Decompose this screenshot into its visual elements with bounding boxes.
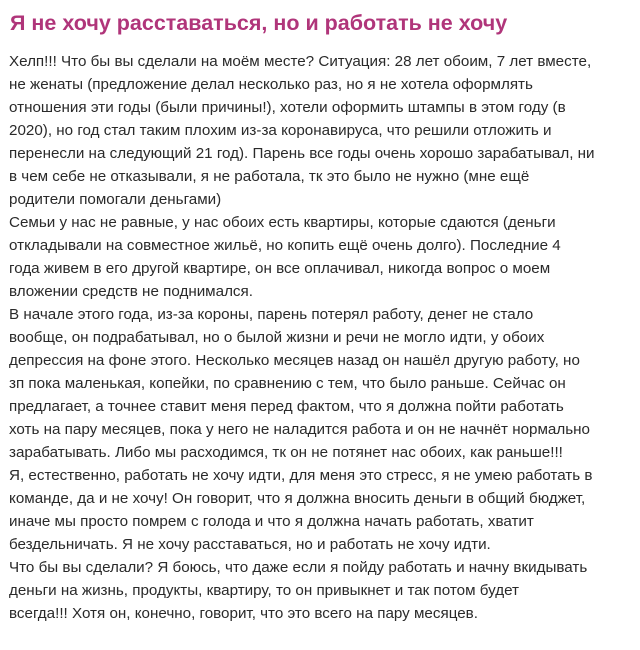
- post-body: [9, 50, 631, 625]
- post-body-line: депрессия на фоне этого. Несколько месяцев назад он нашёл другую работу, но: [9, 352, 580, 369]
- post-body-line: родители помогали деньгами): [9, 191, 222, 208]
- post-body-line: отношения эти годы (были причины!), хотели оформить штампы в этом году (в: [9, 99, 566, 116]
- post-body-line: В начале этого года, из-за короны, парень потерял работу, денег не стало: [9, 306, 534, 323]
- post-body-line: вложении средств не поднимался.: [9, 283, 253, 300]
- post-body-line: зарабатывать. Либо мы расходимся, тк он не потянет нас обоих, как раньше!!!: [9, 444, 563, 461]
- post-body-line: года живем в его другой квартире, он все оплачивал, никогда вопрос о моем: [9, 260, 551, 277]
- post-body-line: перенесли на следующий 21 год). Парень все годы очень хорошо зарабатывал, ни: [9, 145, 595, 162]
- post-body-line: предлагает, а точнее ставит меня перед фактом, что я должна пойти работать: [9, 398, 564, 415]
- post-body-line: Семьи у нас не равные, у нас обоих есть квартиры, которые сдаются (деньги: [9, 214, 556, 231]
- post-body-line: деньги на жизнь, продукты, квартиру, то он привыкнет и так потом будет: [9, 582, 519, 599]
- post-body-line: Хелп!!! Что бы вы сделали на моём месте? Ситуация: 28 лет обоим, 7 лет вместе,: [9, 53, 592, 70]
- post-body-line: откладывали на совместное жильё, но копить ещё очень долго). Последние 4: [9, 237, 561, 254]
- post-body-line: зп пока маленькая, копейки, по сравнению с тем, что было раньше. Сейчас он: [9, 375, 566, 392]
- post-body-line: Что бы вы сделали? Я боюсь, что даже если я пойду работать и начну вкидывать: [9, 559, 588, 576]
- post-body-line: Я, естественно, работать не хочу идти, для меня это стресс, я не умею работать в: [9, 467, 593, 484]
- post-title: Я не хочу расставаться, но и работать не хочу: [10, 11, 508, 35]
- post-body-line: вообще, он подрабатывал, но о былой жизни и речи не могло идти, у обоих: [9, 329, 545, 346]
- post-body-line: не женаты (предложение делал несколько раз, но я не хотела оформлять: [9, 76, 533, 93]
- post-body-line: в чем себе не отказывали, я не работала, тк это было не нужно (мне ещё: [9, 168, 530, 185]
- post-body-line: иначе мы просто помрем с голода и что я должна начать работать, хватит: [9, 513, 534, 530]
- post-body-line: хоть на пару месяцев, пока у него не наладится работа и он не начнёт нормально: [9, 421, 590, 438]
- post-body-line: всегда!!! Хотя он, конечно, говорит, что это всего на пару месяцев.: [9, 605, 478, 622]
- post-body-line: 2020), но год стал таким плохим из-за коронавируса, что решили отложить и: [9, 122, 552, 139]
- post-body-line: бездельничать. Я не хочу расставаться, но и работать не хочу идти.: [9, 536, 491, 553]
- post-body-line: команде, да и не хочу! Он говорит, что я должна вносить деньги в общий бюджет,: [9, 490, 586, 507]
